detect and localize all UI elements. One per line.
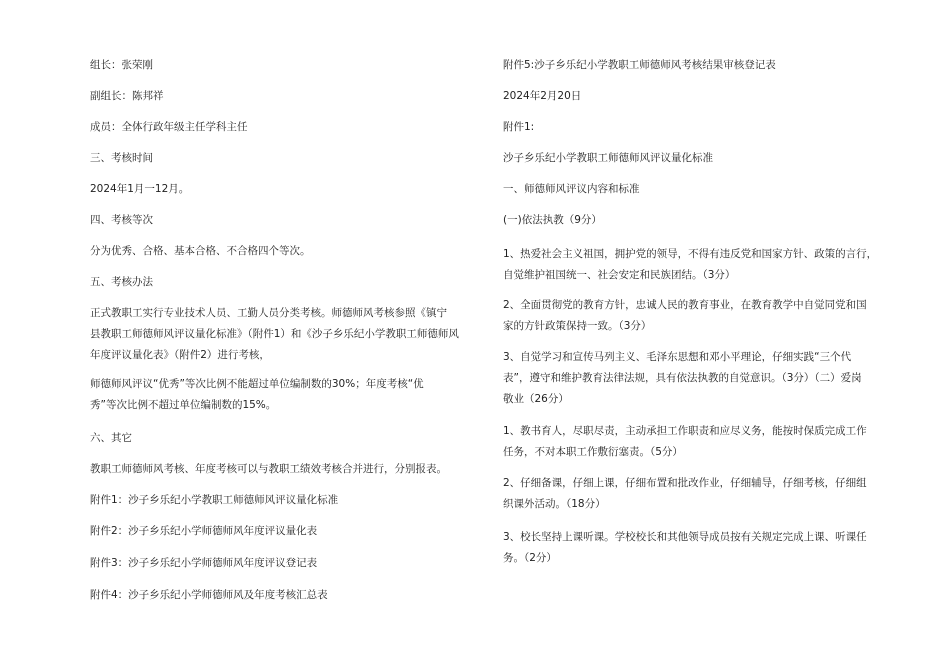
section-heading-content: 一、师德师风评议内容和标准 bbox=[503, 183, 640, 195]
subsection-law-teaching: (一)依法执教（9分） bbox=[503, 214, 602, 226]
standard-title: 沙子乡乐纪小学教职工师德师风评议量化标准 bbox=[503, 152, 713, 164]
item-3-line-1: 3、自觉学习和宣传马列主义、毛泽东思想和邓小平理论，仔细实践“三个代 bbox=[503, 351, 852, 363]
section-heading-assessment-time: 三、考核时间 bbox=[90, 152, 153, 164]
attachment-1-heading: 附件1: bbox=[503, 121, 535, 133]
dedication-item-2-line-1: 2、仔细备课，仔细上课，仔细布置和批改作业，仔细辅导，仔细考核，仔细组 bbox=[503, 477, 867, 489]
dedication-item-2-line-2: 织课外活动。（18分） bbox=[503, 498, 606, 510]
item-2-line-1: 2、全面贯彻党的教育方针，忠诚人民的教育事业，在教育教学中自觉同党和国 bbox=[503, 299, 867, 311]
section-heading-grades: 四、考核等次 bbox=[90, 214, 153, 226]
methods-paragraph-line-3: 年度评议量化表》（附件2）进行考核， bbox=[90, 349, 270, 361]
deputy-leader-line: 副组长：陈邦祥 bbox=[90, 90, 164, 102]
item-3-line-3: 敬业（26分） bbox=[503, 393, 569, 405]
assessment-time-text: 2024年1月一12月。 bbox=[90, 183, 190, 195]
dedication-item-3-line-1: 3、校长坚持上课听课。学校校长和其他领导成员按有关规定完成上课、听课任 bbox=[503, 531, 867, 543]
methods-paragraph-line-1: 正式教职工实行专业技术人员、工勤人员分类考核。师德师风考核参照《镇宁 bbox=[90, 307, 447, 319]
dedication-item-1-line-1: 1、教书育人，尽职尽责，主动承担工作职责和应尽义务，能按时保质完成工作 bbox=[503, 425, 867, 437]
attachment-2-line: 附件2：沙子乡乐纪小学师德师风年度评议量化表 bbox=[90, 525, 318, 537]
ratio-paragraph-line-2: 秀”等次比例不超过单位编制数的15%。 bbox=[90, 399, 277, 411]
item-2-line-2: 家的方针政策保持一致。（3分） bbox=[503, 320, 652, 332]
item-1-line-2: 自觉维护祖国统一、社会安定和民族团结。（3分） bbox=[503, 269, 736, 281]
dedication-item-1-line-2: 任务，不对本职工作敷衍塞责。（5分） bbox=[503, 446, 683, 458]
attachment-4-line: 附件4：沙子乡乐纪小学师德师风及年度考核汇总表 bbox=[90, 589, 328, 601]
other-text: 教职工师德师风考核、年度考核可以与教职工绩效考核合并进行，分别报表。 bbox=[90, 463, 447, 475]
grades-text: 分为优秀、合格、基本合格、不合格四个等次。 bbox=[90, 245, 311, 257]
attachment-1-line: 附件1：沙子乡乐纪小学教职工师德师风评议量化标准 bbox=[90, 494, 339, 506]
members-line: 成员：全体行政年级主任学科主任 bbox=[90, 121, 248, 133]
dedication-item-3-line-2: 务。（2分） bbox=[503, 552, 557, 564]
group-leader-line: 组长：张荣刚 bbox=[90, 59, 153, 71]
methods-paragraph-line-2: 县教职工师德师风评议量化标准》（附件1）和《沙子乡乐纪小学教职工师德师风 bbox=[90, 328, 459, 340]
document-date: 2024年2月20日 bbox=[503, 90, 582, 102]
ratio-paragraph-line-1: 师德师风评议“优秀”等次比例不能超过单位编制数的30%；年度考核“优 bbox=[90, 378, 424, 390]
attachment-5-line: 附件5:沙子乡乐纪小学教职工师德师风考核结果审核登记表 bbox=[503, 59, 776, 71]
item-3-line-2: 表”，遵守和维护教育法律法规，具有依法执教的自觉意识。（3分）（二）爱岗 bbox=[503, 372, 862, 384]
attachment-3-line: 附件3：沙子乡乐纪小学师德师风年度评议登记表 bbox=[90, 557, 318, 569]
section-heading-other: 六、其它 bbox=[90, 432, 132, 444]
section-heading-methods: 五、考核办法 bbox=[90, 276, 153, 288]
item-1-line-1: 1、热爱社会主义祖国，拥护党的领导，不得有违反党和国家方针、政策的言行， bbox=[503, 248, 878, 260]
